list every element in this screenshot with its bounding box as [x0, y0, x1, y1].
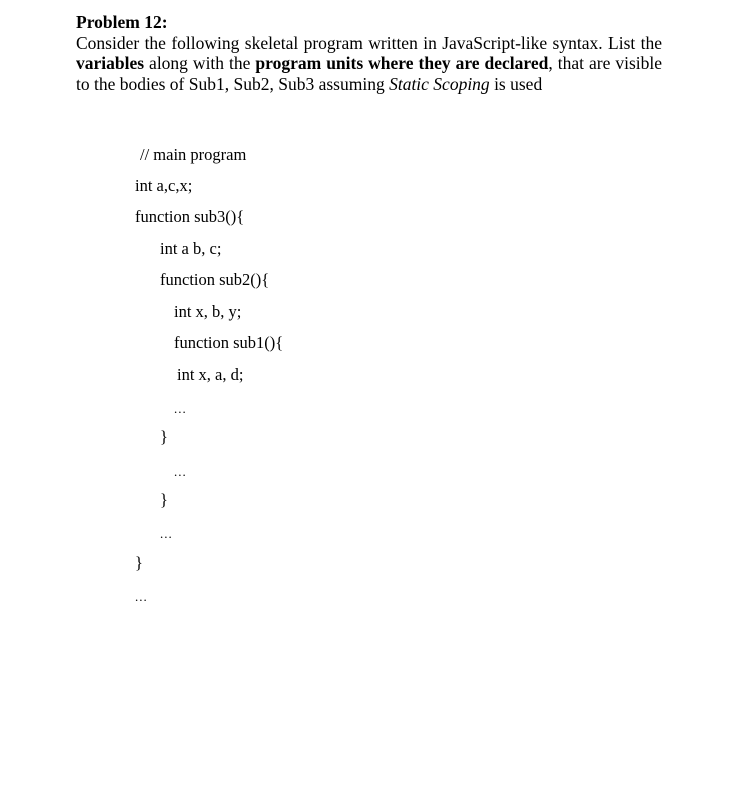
code-ellipsis-sub2: ... — [174, 464, 187, 479]
description-line-2-pre: List the — [608, 32, 663, 53]
description-line-3-post: is — [489, 73, 506, 94]
description-line-2-post: , — [548, 53, 553, 73]
code-ellipsis-main: ... — [135, 589, 148, 604]
code-main-declaration: int a,c,x; — [135, 176, 193, 195]
description-line-3-pre: that are visible to the bodies of Sub1, Sub2, Sub3 assuming — [76, 53, 663, 94]
code-sub2-declaration: int x, b, y; — [174, 302, 242, 321]
description-line-4: used — [510, 73, 543, 94]
code-ellipsis-sub3: ... — [160, 526, 173, 541]
keyword-variables: variables — [76, 53, 145, 73]
code-ellipsis-sub1: ... — [174, 401, 187, 416]
keyword-static-scoping: Static Scoping — [389, 73, 490, 94]
description-line-1: Consider the following skeletal program written in JavaScript-like syntax. — [76, 32, 603, 53]
problem-statement — [76, 12, 662, 94]
code-close-sub2: } — [160, 490, 168, 509]
code-sub3-declaration: int a b, c; — [160, 239, 222, 258]
code-comment: // main program — [140, 145, 247, 164]
problem-heading: Problem 12: — [76, 12, 168, 32]
code-sub1-header: function sub1(){ — [174, 333, 284, 352]
keyword-program-units: program units where they are declared — [255, 53, 549, 73]
code-close-sub3: } — [135, 553, 143, 572]
description-line-2-mid: along with the — [144, 53, 256, 73]
code-sub1-declaration: int x, a, d; — [177, 365, 244, 384]
code-close-sub1: } — [160, 427, 168, 446]
code-sub2-header: function sub2(){ — [160, 270, 270, 289]
problem-description — [76, 33, 662, 95]
code-sub3-header: function sub3(){ — [135, 207, 245, 226]
